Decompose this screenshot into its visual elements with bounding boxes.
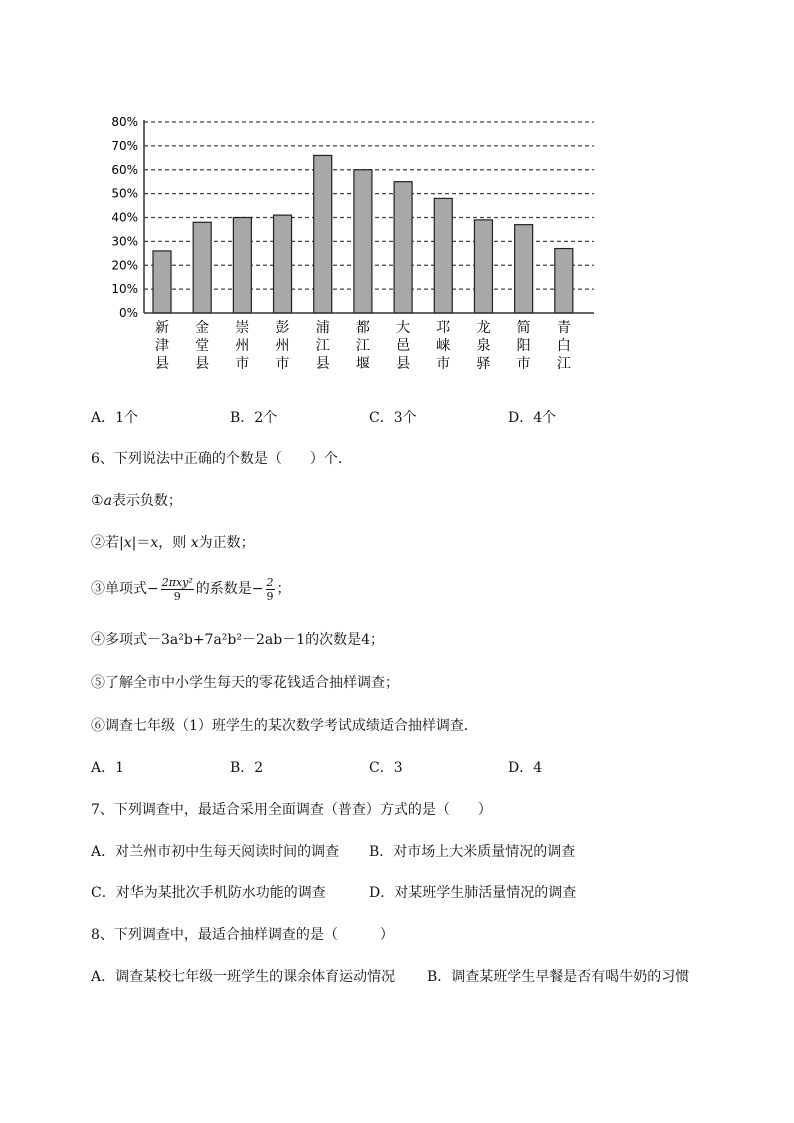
x-category-label: 金堂县: [195, 320, 210, 372]
bar: [515, 225, 533, 313]
q5-option-d: D．4个: [508, 410, 557, 426]
coefficient-fraction: $\frac{2}{9}$: [266, 575, 274, 603]
q6-option-c: C．3: [369, 760, 403, 776]
q6-statement-3: ③单项式− $\frac{\text{2πxy²}}{9}$ 的系数是− $\frac{2}{9}$ ；: [91, 575, 291, 603]
q7-stem: 7、下列调查中，最适合采用全面调查（普查）方式的是（ ）: [91, 802, 492, 818]
bar: [394, 182, 412, 313]
y-tick-label: 60%: [111, 162, 138, 177]
x-axis-categories: [155, 319, 571, 372]
monomial-fraction: $\frac{\text{2πxy²}}{9}$: [161, 575, 193, 603]
y-tick-label: 0%: [118, 306, 138, 320]
q5-option-b: B．2个: [230, 410, 278, 426]
x-category-label: 崇州市: [235, 320, 250, 372]
bar: [193, 222, 211, 313]
q6-option-b: B．2: [230, 760, 264, 776]
x-category-label: 浦江县: [315, 320, 330, 372]
y-tick-label: 50%: [111, 186, 138, 201]
bar: [474, 220, 492, 313]
x-category-label: 都江堰: [355, 320, 370, 372]
bar: [274, 215, 292, 313]
bar: [555, 249, 573, 313]
q6-statement-5: ⑤了解全市中小学生每天的零花钱适合抽样调查；: [91, 675, 399, 691]
x-category-label: 青白江: [556, 320, 571, 372]
q7-option-d: D．对某班学生肺活量情况的调查: [369, 885, 577, 901]
x-category-label: 大邑县: [396, 320, 411, 372]
y-tick-label: 80%: [111, 115, 138, 129]
y-tick-label: 20%: [111, 258, 138, 273]
q7-option-b: B．对市场上大米质量情况的调查: [369, 844, 576, 860]
bar: [434, 198, 452, 313]
q8-stem: 8、下列调查中，最适合抽样调查的是（ ）: [91, 927, 394, 943]
x-category-label: 彭州市: [275, 320, 290, 372]
q5-option-a: A．1个: [91, 410, 139, 426]
q7-option-a: A．对兰州市初中生每天阅读时间的调查: [91, 844, 340, 860]
y-axis-ticks: [111, 115, 138, 320]
q8-option-a: A．调查某校七年级一班学生的课余体育运动情况: [91, 969, 396, 985]
x-category-label: 龙泉驿: [476, 320, 491, 372]
x-category-label: 邛崃市: [436, 320, 451, 372]
bar: [233, 218, 251, 314]
q6-option-a: A．1: [91, 760, 125, 776]
y-tick-label: 10%: [111, 282, 138, 297]
q5-option-c: C．3个: [369, 410, 417, 426]
y-tick-label: 30%: [111, 234, 138, 249]
y-tick-label: 40%: [111, 210, 138, 225]
x-category-label: 新津县: [155, 320, 169, 372]
q6-statement-4: ④多项式－3a²b+7a²b²－2ab－1的次数是4；: [91, 632, 385, 648]
bar: [153, 251, 171, 313]
bar: [314, 155, 332, 313]
q6-stem: 6、下列说法中正确的个数是（ ）个．: [91, 451, 352, 467]
x-category-label: 简阳市: [516, 320, 531, 372]
q7-option-c: C．对华为某批次手机防水功能的调查: [91, 885, 326, 901]
bar: [354, 170, 372, 313]
q6-statement-6: ⑥调查七年级（1）班学生的某次数学考试成绩适合抽样调查．: [91, 718, 478, 734]
q6-statement-2: ②若|x|＝x，则 x为正数；: [91, 535, 255, 551]
q8-option-b: B．调查某班学生早餐是否有喝牛奶的习惯: [427, 969, 690, 985]
q6-statement-1: ①a表示负数；: [91, 493, 182, 509]
y-tick-label: 70%: [111, 138, 138, 153]
bar-chart: [100, 108, 600, 378]
q6-option-d: D．4: [508, 760, 543, 776]
